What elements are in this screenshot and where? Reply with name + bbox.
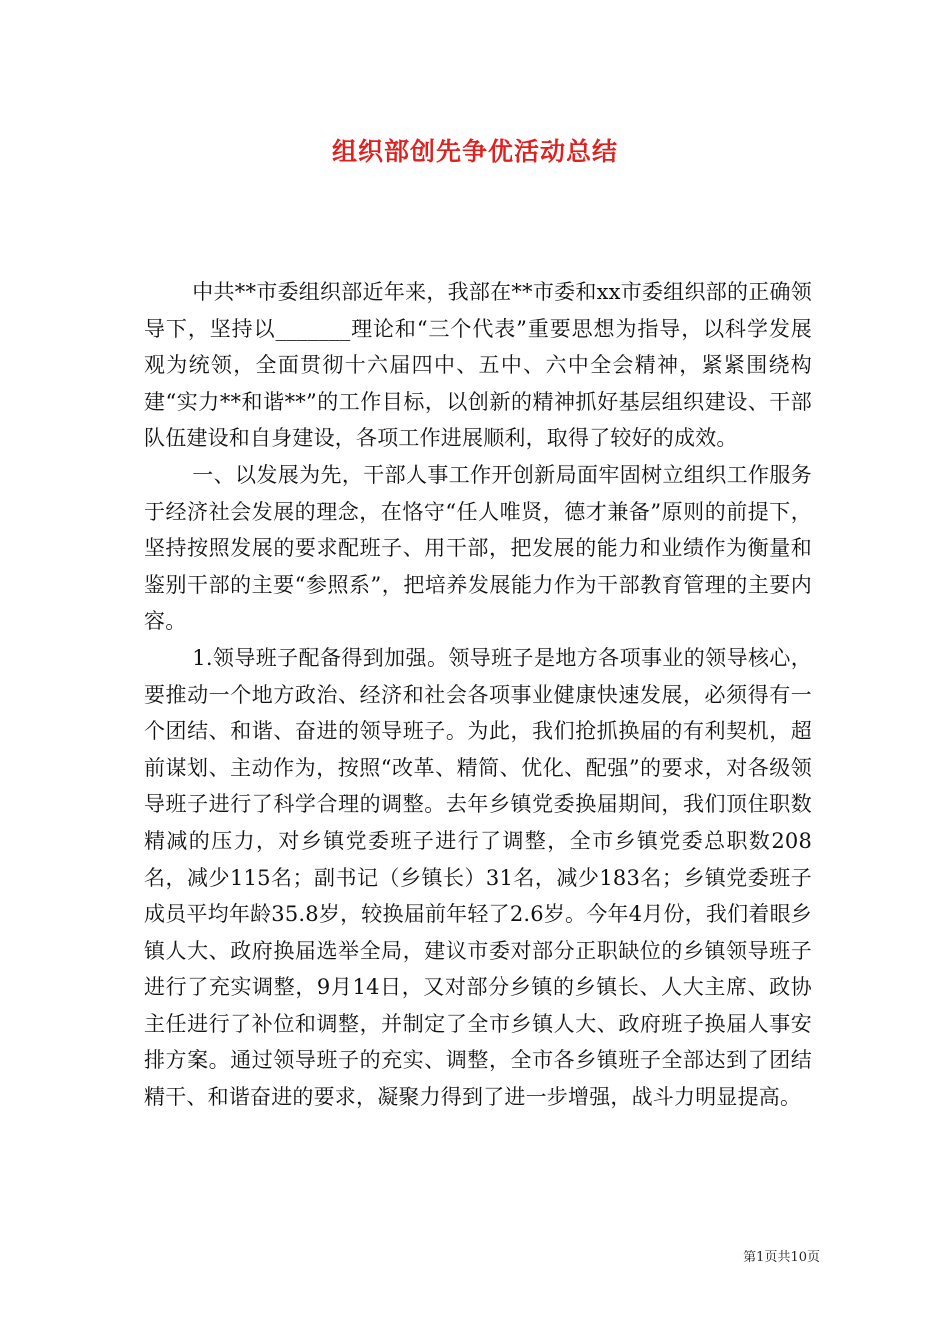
body-paragraph-item-1: 1.领导班子配备得到加强。领导班子是地方各项事业的领导核心，要推动一个地方政治、经济和社会各项事业健康快速发展，必须得有一个团结、和谐、奋进的领导班子。为此，我们抢抓换届的有利契机，超前谋划、主动作为，按照“改革、精简、优化、配强”的要求，对各级领导班子进行了科学合理的调整。去年乡镇党委换届期间，我们顶住职数精减的压力，对乡镇党委班子进行了调整，全市乡镇党委总职数208名，减少115名；副书记（乡镇长）31名，减少183名；乡镇党委班子成员平均年龄35.8岁，较换届前年轻了2.6岁。今年4月份，我们着眼乡镇人大、政府换届选举全局，建议市委对部分正职缺位的乡镇领导班子进行了充实调整，9月14日，又对部分乡镇的乡镇长、人大主席、政协主任进行了补位和调整，并制定了全市乡镇人大、政府班子换届人事安排方案。通过领导班子的充实、调整，全市各乡镇班子全部达到了团结精干、和谐奋进的要求，凝聚力得到了进一步增强，战斗力明显提高。 [144,645,812,1110]
document-body [144,274,812,1116]
body-paragraph-section-1: 一、以发展为先，干部人事工作开创新局面牢固树立组织工作服务于经济社会发展的理念，在恪守“任人唯贤，德才兼备”原则的前提下，坚持按照发展的要求配班子、用干部，把发展的能力和业绩作为衡量和鉴别干部的主要“参照系”，把培养发展能力作为干部教育管理的主要内容。 [144,462,812,634]
document-title: 组织部创先争优活动总结 [331,137,618,166]
body-paragraph-intro: 中共**市委组织部近年来，我部在**市委和xx市委组织部的正确领导下，坚持以_______理论和“三个代表”重要思想为指导，以科学发展观为统领，全面贯彻十六届四中、五中、六中全会精神，紧紧围绕构建“实力**和谐**”的工作目标，以创新的精神抓好基层组织建设、干部队伍建设和自身建设，各项工作进展顺利，取得了较好的成效。 [144,280,812,451]
page-number-footer: 第1页共10页 [743,1250,820,1265]
